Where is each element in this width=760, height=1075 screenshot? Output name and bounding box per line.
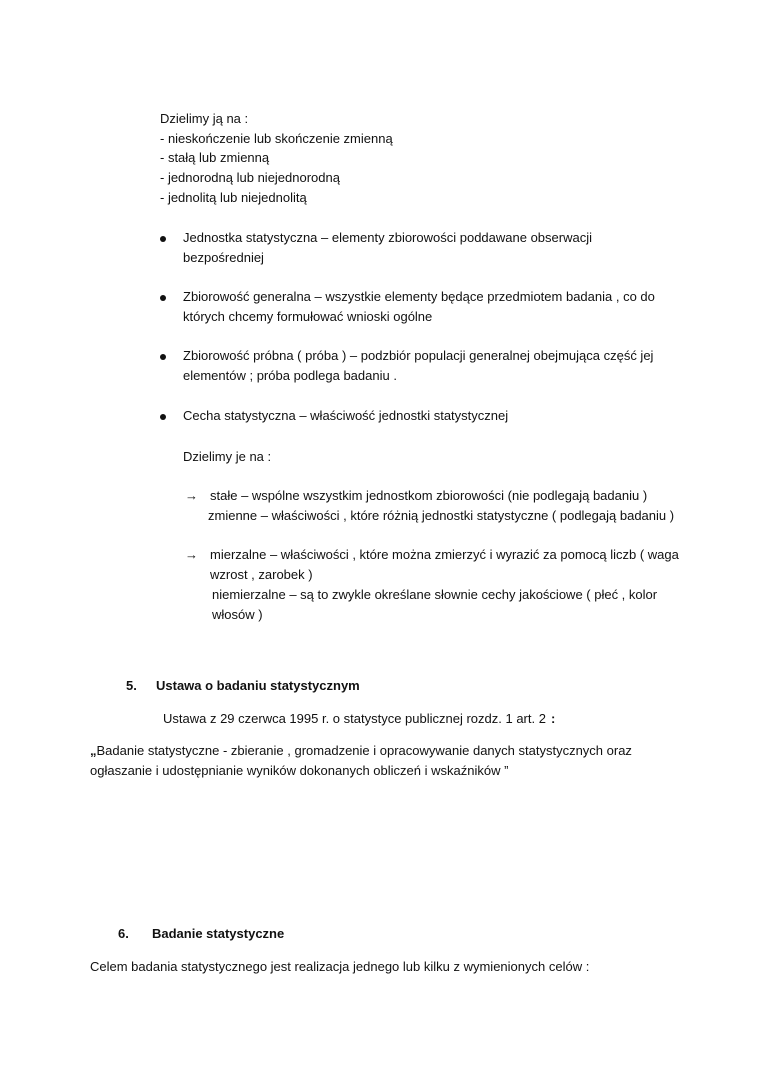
bullet-item-line: bezpośredniej	[183, 250, 264, 265]
section-6-text: Celem badania statystycznego jest realizacja jednego lub kilku z wymienionych celów :	[90, 959, 590, 974]
feature-line: mierzalne – właściwości , które można zmierzyć i wyrazić za pomocą liczb ( waga	[210, 547, 679, 562]
right-arrow-icon: →	[185, 488, 198, 503]
bullet-dot-icon	[160, 414, 166, 420]
section-5-title: Ustawa o badaniu statystycznym	[156, 678, 360, 693]
law-reference: Ustawa z 29 czerwca 1995 r. o statystyce publicznej rozdz. 1 art. 2	[163, 711, 546, 726]
feature-line: niemierzalne – są to zwykle określane słownie cechy jakościowe ( płeć , kolor	[212, 587, 658, 602]
law-reference-colon: :	[551, 711, 556, 726]
bullet-item-line: Zbiorowość generalna – wszystkie elementy będące przedmiotem badania , co do	[183, 289, 655, 304]
quote-open-mark: „	[90, 743, 97, 758]
bullet-dot-icon	[160, 295, 166, 301]
bullet-dot-icon	[160, 354, 166, 360]
bullet-item-line: Zbiorowość próbna ( próba ) – podzbiór populacji generalnej obejmująca część jej	[183, 348, 654, 363]
bullet-item-line: których chcemy formułować wnioski ogólne	[183, 309, 433, 324]
bullet-item-line: Cecha statystyczna – właściwość jednostki statystycznej	[183, 408, 509, 423]
section-5-number: 5.	[126, 678, 137, 693]
right-arrow-icon: →	[185, 547, 198, 562]
feature-line: włosów )	[212, 607, 263, 622]
feature-line: zmienne – właściwości , które różnią jednostki statystyczne ( podlegają badaniu )	[208, 508, 675, 523]
bullet-dot-icon	[160, 236, 166, 242]
intro-item: - jednorodną lub niejednorodną	[160, 170, 340, 185]
law-quote-text: Badanie statystyczne - zbieranie , gromadzenie i opracowywanie danych statystycznych oraz	[96, 743, 632, 758]
section-6-title: Badanie statystyczne	[152, 926, 285, 941]
law-quote-line: ogłaszanie i udostępnianie wyników dokonanych obliczeń i wskaźników ”	[90, 763, 509, 778]
law-quote-line	[90, 741, 632, 761]
intro-item: - nieskończenie lub skończenie zmienną	[160, 131, 393, 146]
feature-line: stałe – wspólne wszystkim jednostkom zbiorowości (nie podlegają badaniu )	[210, 488, 648, 503]
intro-item: - stałą lub zmienną	[160, 150, 270, 165]
feature-line: wzrost , zarobek )	[210, 567, 313, 582]
intro-heading: Dzielimy ją na :	[160, 111, 249, 126]
section-6-number: 6.	[118, 926, 129, 941]
feature-split-heading: Dzielimy je na :	[183, 449, 272, 464]
intro-item: - jednolitą lub niejednolitą	[160, 190, 307, 205]
bullet-item-line: elementów ; próba podlega badaniu .	[183, 368, 397, 383]
bullet-item-line: Jednostka statystyczna – elementy zbiorowości poddawane obserwacji	[183, 230, 592, 245]
